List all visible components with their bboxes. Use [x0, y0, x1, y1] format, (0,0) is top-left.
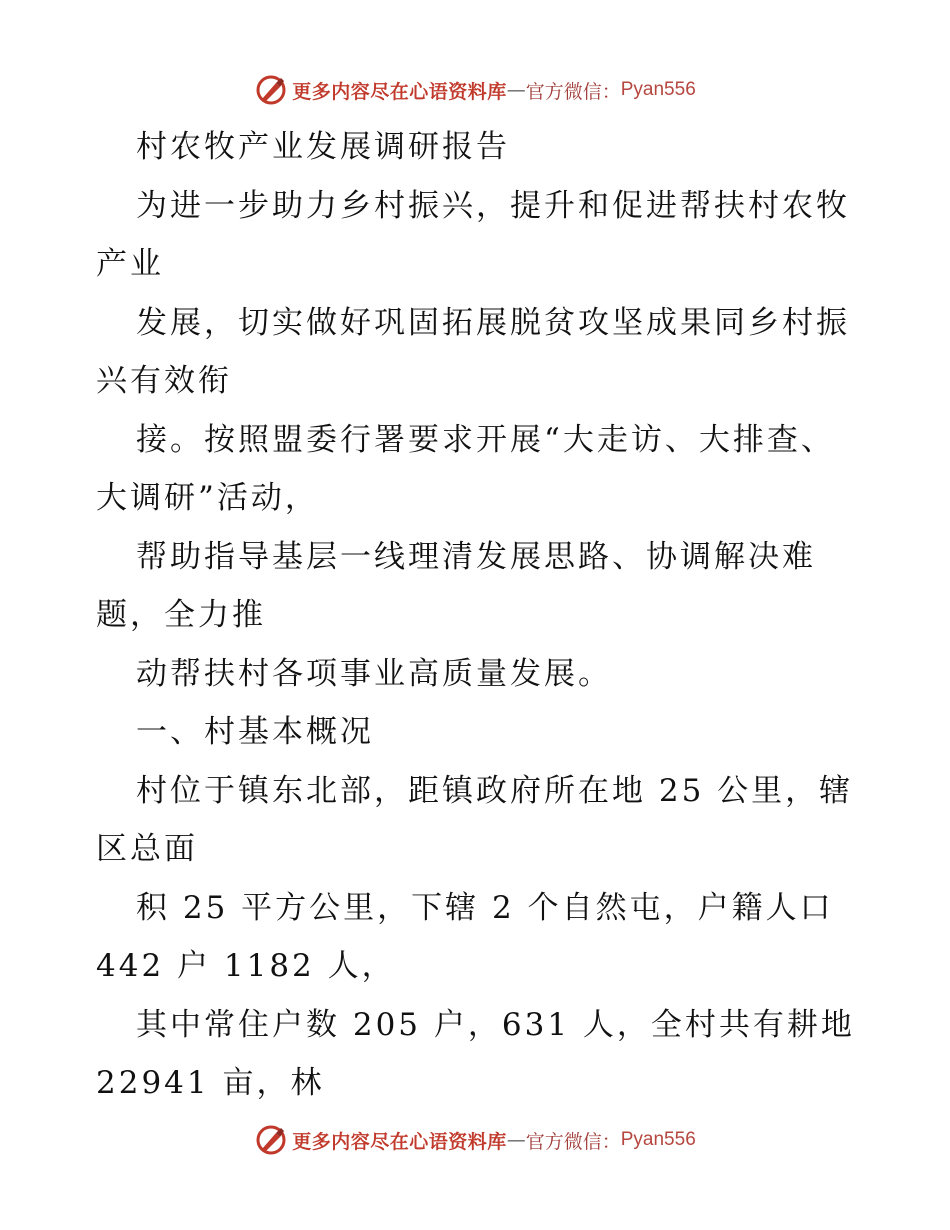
text-line: 动帮扶村各项事业高质量发展。 [136, 655, 612, 692]
text-line: 接。按照盟委行署要求开展“大走访、大排查、 [136, 421, 835, 458]
text-line: 发展，切实做好巩固拓展脱贫攻坚成果同乡村振 [136, 304, 850, 341]
text-line: 其中常住户数 205 户，631 人，全村共有耕地 [136, 1006, 855, 1043]
document-body [96, 118, 856, 1113]
text-line: 产业 [96, 246, 164, 282]
text-line: 村农牧产业发展调研报告 [136, 129, 510, 165]
watermark-wechat-id: Pyan556 [620, 1129, 696, 1150]
text-line: 大调研”活动， [96, 480, 319, 516]
watermark-main-text: 更多内容尽在心语资料库 [292, 80, 507, 103]
watermark-separator: — [506, 1129, 526, 1151]
footer-watermark [0, 1120, 950, 1160]
text-line: 一、村基本概况 [136, 714, 374, 750]
watermark-separator: — [506, 79, 526, 101]
text-line: 村位于镇东北部，距镇政府所在地 25 公里，辖 [136, 772, 854, 809]
text-line: 题，全力推 [96, 597, 266, 633]
text-line: 积 25 平方公里，下辖 2 个自然屯，户籍人口 [136, 889, 834, 926]
watermark-wechat-id: Pyan556 [620, 79, 696, 100]
text-line: 为进一步助力乡村振兴，提升和促进帮扶村农牧 [136, 187, 850, 224]
watermark-wechat-label: 官方微信： [525, 1130, 621, 1153]
text-line: 帮助指导基层一线理清发展思路、协调解决难 [136, 538, 816, 575]
text-line: 区总面 [96, 831, 198, 867]
text-line: 兴有效衔 [96, 363, 232, 399]
pen-logo-icon [254, 1123, 288, 1157]
text-line: 22941 亩，林 [96, 1065, 325, 1101]
watermark-wechat-label: 官方微信： [525, 80, 621, 103]
header-watermark [0, 70, 950, 110]
text-line: 442 户 1182 人， [96, 948, 396, 984]
watermark-main-text: 更多内容尽在心语资料库 [292, 1130, 507, 1153]
pen-logo-icon [254, 73, 288, 107]
